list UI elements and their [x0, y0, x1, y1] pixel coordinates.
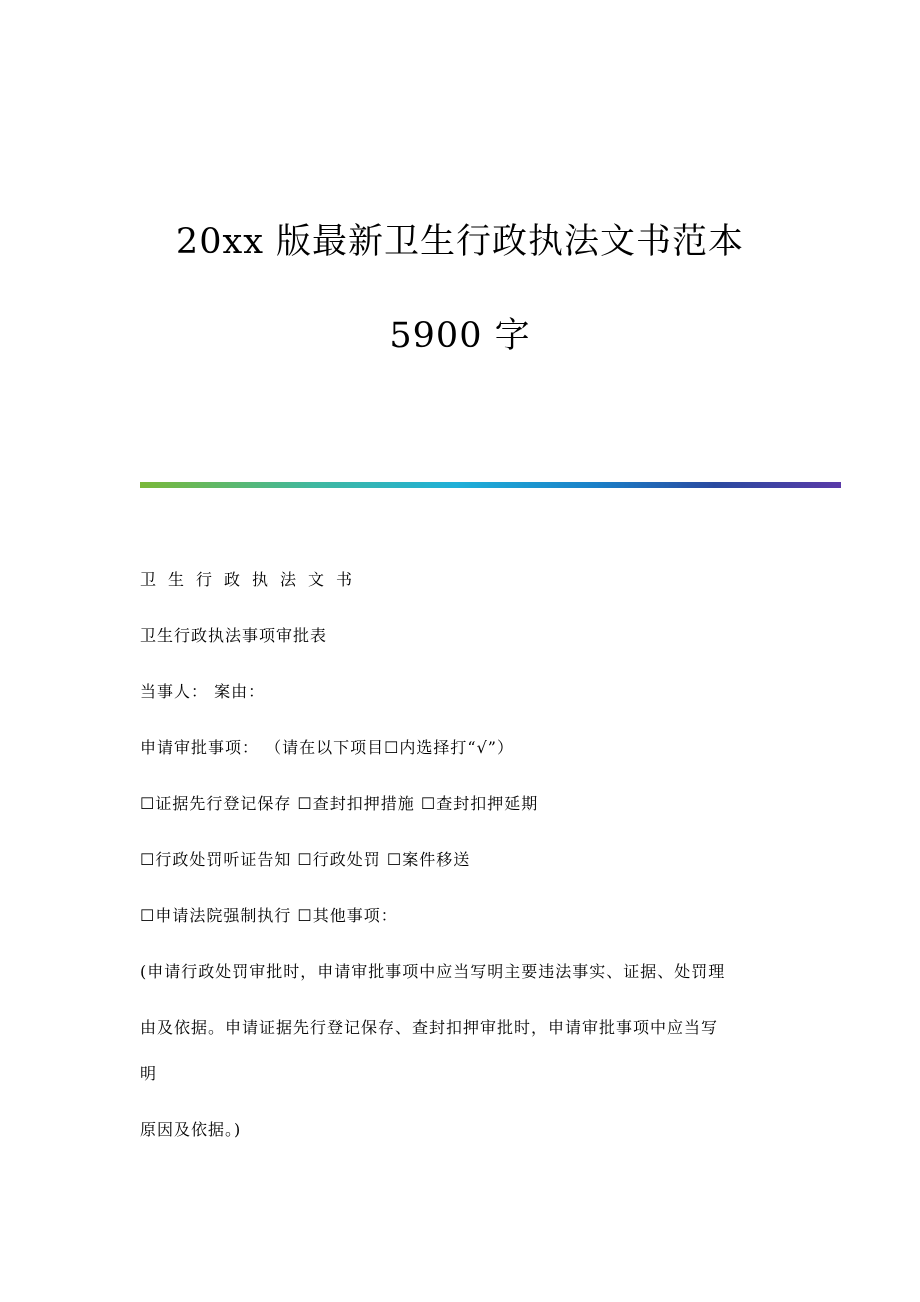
note-line-1: (申请行政处罚审批时，申请审批事项中应当写明主要违法事实、证据、处罚理: [140, 962, 726, 981]
checkbox-options-line-2: ☐行政处罚听证告知 ☐行政处罚 ☐案件移送: [140, 850, 471, 869]
section-heading: 卫生行政执法文书: [140, 570, 365, 589]
checkbox-options-line-1: ☐证据先行登记保存 ☐查封扣押措施 ☐查封扣押延期: [140, 794, 539, 813]
approval-items-instruction: 申请审批事项： （请在以下项目☐内选择打“√”）: [140, 738, 514, 757]
note-line-2: 由及依据。申请证据先行登记保存、查封扣押审批时，申请审批事项中应当写: [140, 1018, 719, 1037]
note-line-4: 原因及依据。): [140, 1120, 242, 1139]
document-title-wordcount: 5900 字: [389, 316, 531, 356]
note-line-3: 明: [140, 1064, 158, 1083]
party-and-cause-line: 当事人： 案由：: [140, 682, 266, 701]
document-title: 20xx 版最新卫生行政执法文书范本: [175, 222, 745, 262]
gradient-divider: [140, 482, 841, 488]
form-title: 卫生行政执法事项审批表: [140, 626, 328, 645]
checkbox-options-line-3: ☐申请法院强制执行 ☐其他事项：: [140, 906, 398, 925]
